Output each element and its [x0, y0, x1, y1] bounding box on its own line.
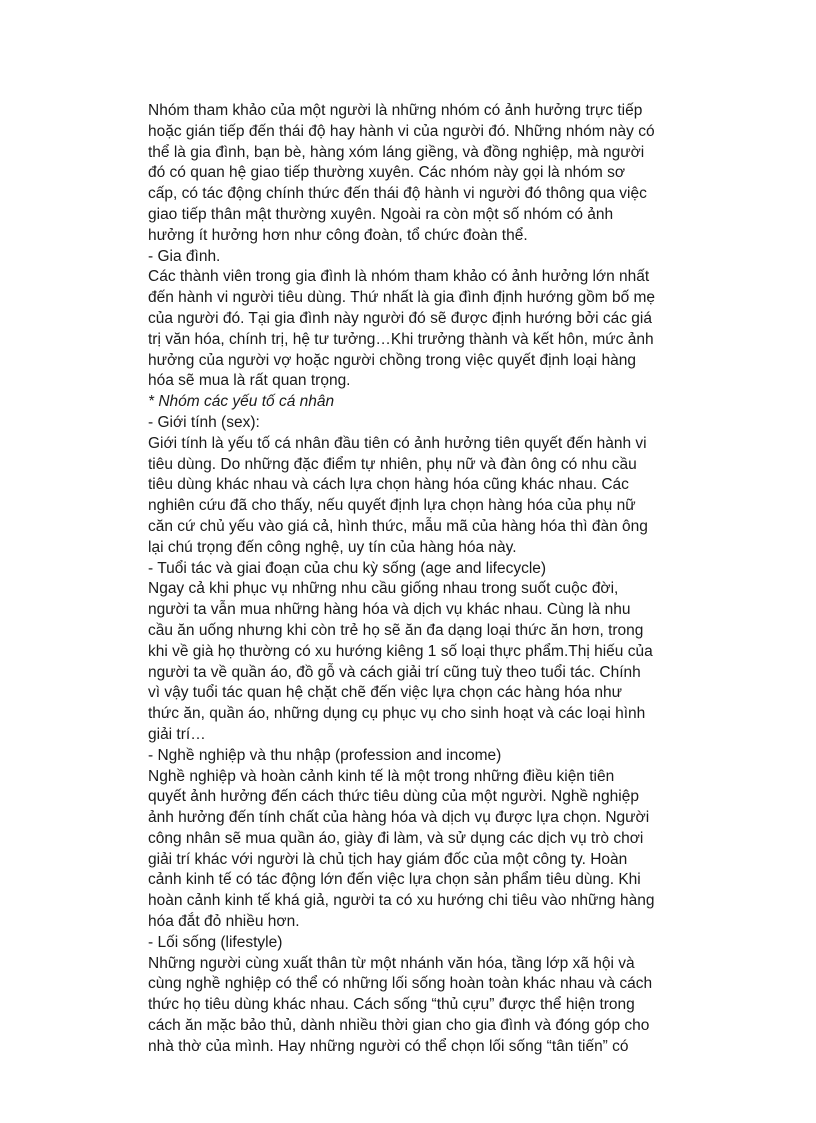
text-line: căn cứ chủ yếu vào giá cả, hình thức, mẫu mã của hàng hóa thì đàn ông: [148, 517, 648, 535]
text-line: Nghề nghiệp và hoàn cảnh kinh tế là một trong những điều kiện tiên: [148, 767, 615, 785]
text-line: người ta vẫn mua những hàng hóa và dịch vụ khác nhau. Cùng là nhu: [148, 601, 631, 619]
document-body: [148, 101, 688, 1058]
text-line: khi về già họ thường có xu hướng kiêng 1 số loại thực phẩm.Thị hiếu của: [148, 642, 653, 660]
text-line: thể là gia đình, bạn bè, hàng xóm láng giềng, và đồng nghiệp, mà người: [148, 143, 645, 161]
text-line: giải trí khác với người là chủ tịch hay giám đốc của một công ty. Hoàn: [148, 850, 628, 868]
text-line: Nhóm tham khảo của một người là những nhóm có ảnh hưởng trực tiếp: [148, 102, 643, 119]
text-line: tiêu dùng. Do những đặc điểm tự nhiên, phụ nữ và đàn ông có nhu cầu: [148, 455, 637, 473]
text-line: cấp, có tác động chính thức đến thái độ hành vi người đó thông qua việc: [148, 185, 647, 203]
text-line: hưởng ít hưởng hơn như công đoàn, tổ chức đoàn thể.: [148, 226, 528, 244]
text-line: Những người cùng xuất thân từ một nhánh văn hóa, tầng lớp xã hội và: [148, 954, 635, 972]
section-heading-age: - Tuổi tác và giai đoạn của chu kỳ sống (age and lifecycle): [148, 559, 547, 577]
text-line: người ta về quần áo, đồ gỗ và cách giải trí cũng tuỳ theo tuổi tác. Chính: [148, 663, 641, 681]
text-line: Giới tính là yếu tố cá nhân đầu tiên có ảnh hưởng tiên quyết đến hành vi: [148, 434, 647, 452]
text-line: quyết ảnh hưởng đến cách thức tiêu dùng của một người. Nghề nghiệp: [148, 788, 639, 806]
section-heading-profession: - Nghề nghiệp và thu nhập (profession and income): [148, 746, 502, 764]
text-line: thức ăn, quần áo, những dụng cụ phục vụ cho sinh hoạt và các loại hình: [148, 705, 646, 723]
text-line: cách ăn mặc bảo thủ, dành nhiều thời gian cho gia đình và đóng góp cho: [148, 1017, 650, 1035]
text-line: của người đó. Tại gia đình này người đó sẽ được định hướng bởi các giá: [148, 309, 652, 327]
text-line: giao tiếp thân mật thường xuyên. Ngoài ra còn một số nhóm có ảnh: [148, 205, 614, 223]
text-line: đến hành vi người tiêu dùng. Thứ nhất là gia đình định hướng gồm bố mẹ: [148, 289, 656, 307]
text-line: cùng nghề nghiệp có thể có những lối sống hoàn toàn khác nhau và cách: [148, 975, 653, 993]
text-line: Các thành viên trong gia đình là nhóm tham khảo có ảnh hưởng lớn nhất: [148, 268, 650, 286]
text-line: cầu ăn uống nhưng khi còn trẻ họ sẽ ăn đa dạng loại thức ăn hơn, trong: [148, 621, 644, 639]
text-line: hóa đắt đỏ nhiều hơn.: [148, 913, 300, 931]
section-heading-lifestyle: - Lối sống (lifestyle): [148, 933, 283, 951]
section-heading-sex: - Giới tính (sex):: [148, 413, 260, 431]
text-line: ảnh hưởng đến tính chất của hàng hóa và dịch vụ được lựa chọn. Người: [148, 809, 650, 827]
text-line: nhà thờ của mình. Hay những người có thể chọn lối sống “tân tiến” có: [148, 1037, 629, 1055]
text-line: hoàn cảnh kinh tế khá giả, người ta có xu hướng chi tiêu vào những hàng: [148, 892, 655, 910]
text-line: giải trí…: [148, 725, 206, 743]
text-line: hưởng của người vợ hoặc người chồng trong việc quyết định loại hàng: [148, 351, 637, 369]
text-line: nghiên cứu đã cho thấy, nếu quyết định lựa chọn hàng hóa của phụ nữ: [148, 497, 636, 515]
text-line: hóa sẽ mua là rất quan trọng.: [148, 372, 351, 390]
text-line: lại chú trọng đến công nghệ, uy tín của hàng hóa này.: [148, 538, 517, 556]
text-line: tiêu dùng khác nhau và cách lựa chọn hàng hóa cũng khác nhau. Các: [148, 476, 629, 494]
text-line: hoặc gián tiếp đến thái độ hay hành vi của người đó. Những nhóm này có: [148, 122, 655, 140]
section-heading-personal-factors: * Nhóm các yếu tố cá nhân: [148, 393, 335, 411]
text-line: Ngay cả khi phục vụ những nhu cầu giống nhau trong suốt cuộc đời,: [148, 580, 619, 598]
text-line: vì vậy tuổi tác quan hệ chặt chẽ đến việc lựa chọn các hàng hóa như: [148, 684, 623, 702]
text-line: trị văn hóa, chính trị, hệ tư tưởng…Khi trưởng thành và kết hôn, mức ảnh: [148, 330, 654, 348]
section-heading-family: - Gia đình.: [148, 247, 221, 265]
text-line: thức họ tiêu dùng khác nhau. Cách sống “thủ cựu” được thể hiện trong: [148, 996, 635, 1014]
text-line: công nhân sẽ mua quần áo, giày đi làm, và sử dụng các dịch vụ trò chơi: [148, 829, 644, 847]
text-line: cảnh kinh tế có tác động lớn đến việc lựa chọn sản phẩm tiêu dùng. Khi: [148, 871, 641, 889]
text-line: đó có quan hệ giao tiếp thường xuyên. Các nhóm này gọi là nhóm sơ: [148, 164, 626, 182]
